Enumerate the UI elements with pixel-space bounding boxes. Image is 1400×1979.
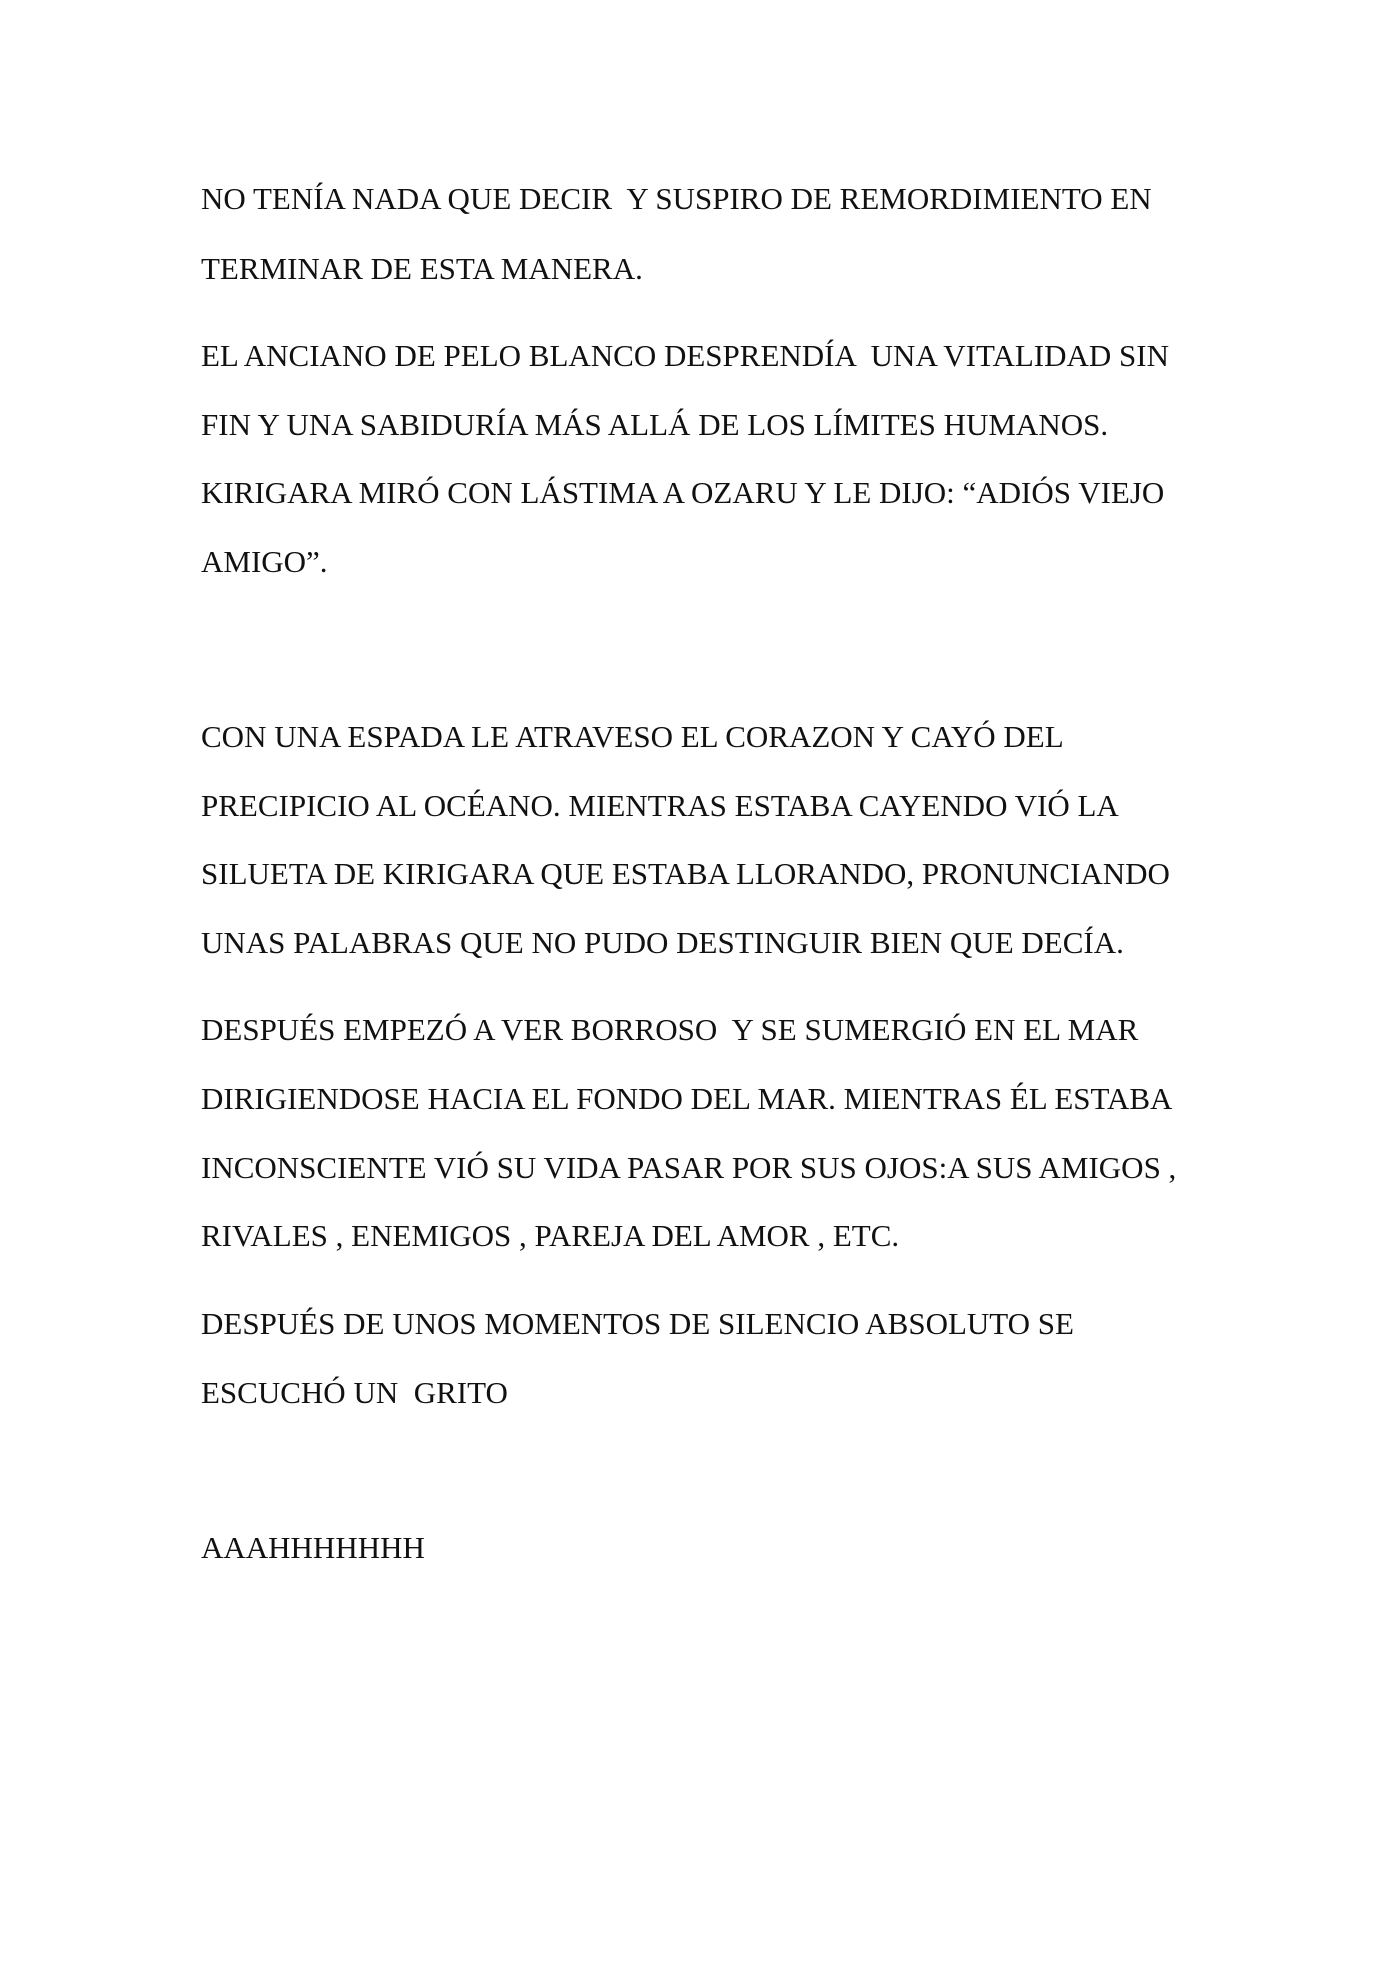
document-body bbox=[201, 0, 1211, 1565]
paragraph-2-line-2: FIN Y UNA SABIDURÍA MÁS ALLÁ DE LOS LÍMITES HUMANOS. bbox=[201, 407, 1109, 442]
paragraph-1-line-2: TERMINAR DE ESTA MANERA. bbox=[201, 251, 643, 286]
paragraph-4-line-2: DIRIGIENDOSE HACIA EL FONDO DEL MAR. MIENTRAS ÉL ESTABA bbox=[201, 1081, 1173, 1116]
paragraph-4-line-1: DESPUÉS EMPEZÓ A VER BORROSO Y SE SUMERGIÓ EN EL MAR bbox=[201, 1012, 1139, 1047]
paragraph-4-line-4: RIVALES , ENEMIGOS , PAREJA DEL AMOR , ETC. bbox=[201, 1218, 900, 1253]
paragraph-5-line-1: DESPUÉS DE UNOS MOMENTOS DE SILENCIO ABSOLUTO SE bbox=[201, 1306, 1074, 1341]
paragraph-3-line-4: UNAS PALABRAS QUE NO PUDO DESTINGUIR BIEN QUE DECÍA. bbox=[201, 925, 1124, 960]
paragraph-1-line-1: NO TENÍA NADA QUE DECIR Y SUSPIRO DE REMORDIMIENTO EN bbox=[201, 181, 1152, 216]
paragraph-2-line-3: KIRIGARA MIRÓ CON LÁSTIMA A OZARU Y LE DIJO: “ADIÓS VIEJO bbox=[201, 475, 1165, 510]
paragraph-2-line-4: AMIGO”. bbox=[201, 544, 328, 579]
paragraph-3-line-3: SILUETA DE KIRIGARA QUE ESTABA LLORANDO, PRONUNCIANDO bbox=[201, 856, 1170, 891]
paragraph-4-line-3: INCONSCIENTE VIÓ SU VIDA PASAR POR SUS OJOS:A SUS AMIGOS , bbox=[201, 1150, 1177, 1185]
paragraph-3-line-1: CON UNA ESPADA LE ATRAVESO EL CORAZON Y CAYÓ DEL bbox=[201, 719, 1064, 754]
paragraph-2-line-1: EL ANCIANO DE PELO BLANCO DESPRENDÍA UNA VITALIDAD SIN bbox=[201, 338, 1169, 373]
paragraph-6-line-1: AAAHHHHHHH bbox=[201, 1530, 425, 1565]
paragraph-3-line-2: PRECIPICIO AL OCÉANO. MIENTRAS ESTABA CAYENDO VIÓ LA bbox=[201, 788, 1119, 823]
paragraph-5-line-2: ESCUCHÓ UN GRITO bbox=[201, 1375, 508, 1410]
